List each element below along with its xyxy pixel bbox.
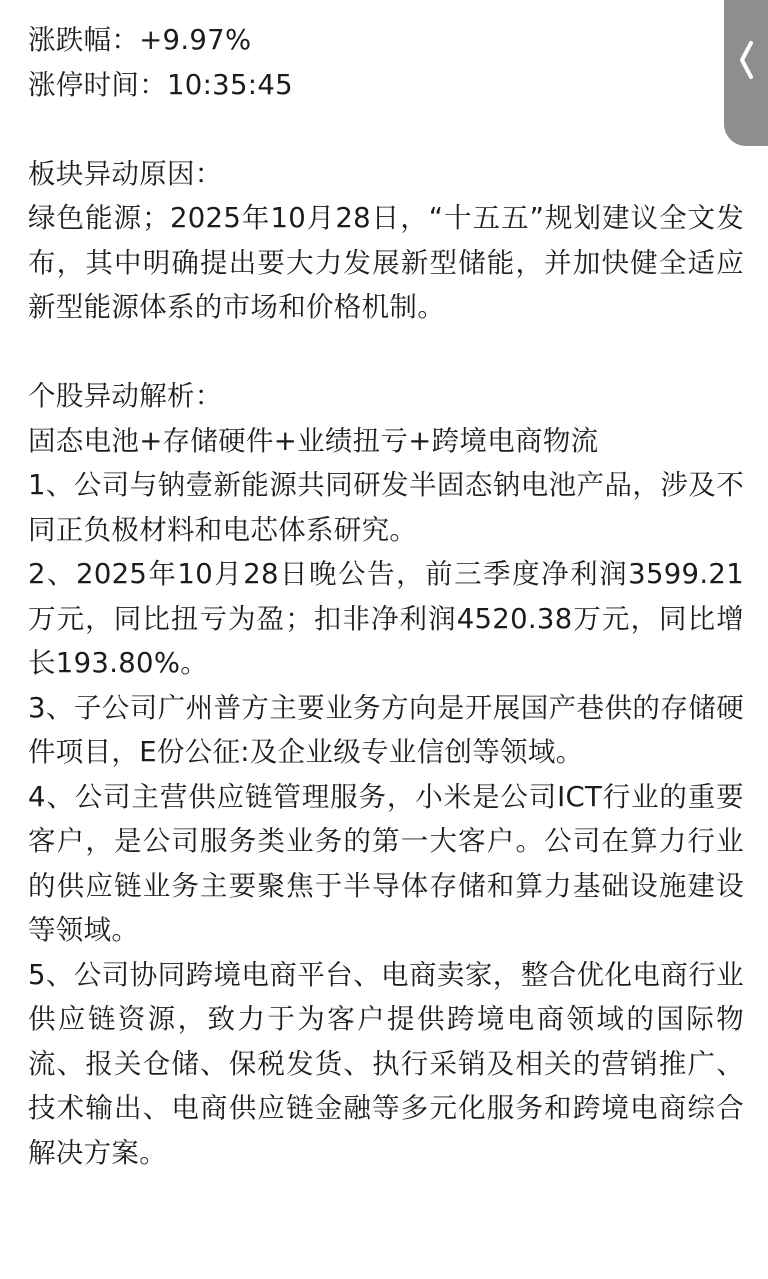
analysis-item-2: 2、2025年10月28日晚公告，前三季度净利润3599.21万元，同比扭亏为盈；扣非净利润4520.38万元，同比增长193.80%。 bbox=[28, 558, 744, 679]
chevron-left-icon bbox=[738, 40, 754, 80]
back-button[interactable] bbox=[724, 0, 768, 146]
stock-analysis-heading: 个股异动解析： bbox=[28, 380, 223, 412]
sector-reason-heading: 板块异动原因： bbox=[28, 157, 223, 190]
article-content bbox=[28, 18, 744, 1175]
spacer bbox=[28, 330, 744, 375]
analysis-item-3: 3、子公司广州普方主要业务方向是开展国产巷供的存储硬件项目，E份公征:及企业级专业信创等领域。 bbox=[28, 691, 744, 768]
limit-up-time-line: 涨停时间：10:35:45 bbox=[28, 68, 293, 101]
analysis-item-5: 5、公司协同跨境电商平台、电商卖家，整合优化电商行业供应链资源，致力于为客户提供跨境电商领域的国际物流、报关仓储、保税发货、执行采销及相关的营销推广、技术输出、电商供应链金融等多元化服务和跨境电商综合解决方案。 bbox=[28, 958, 744, 1169]
sector-reason-body: 绿色能源；2025年10月28日，“十五五”规划建议全文发布，其中明确提出要大力发展新型储能，并加快健全适应新型能源体系的市场和价格机制。 bbox=[28, 202, 744, 323]
analysis-item-1: 1、公司与钠壹新能源共同研发半固态钠电池产品，涉及不同正负极材料和电芯体系研究。 bbox=[28, 469, 744, 546]
change-percent-line: 涨跌幅：+9.97% bbox=[28, 24, 252, 56]
analysis-item-4: 4、公司主营供应链管理服务，小米是公司ICT行业的重要客户，是公司服务类业务的第一大客户。公司在算力行业的供应链业务主要聚焦于半导体存储和算力基础设施建设等领域。 bbox=[28, 780, 744, 946]
stock-analysis-tags: 固态电池+存储硬件+业绩扭亏+跨境电商物流 bbox=[28, 424, 599, 457]
spacer bbox=[28, 107, 744, 152]
